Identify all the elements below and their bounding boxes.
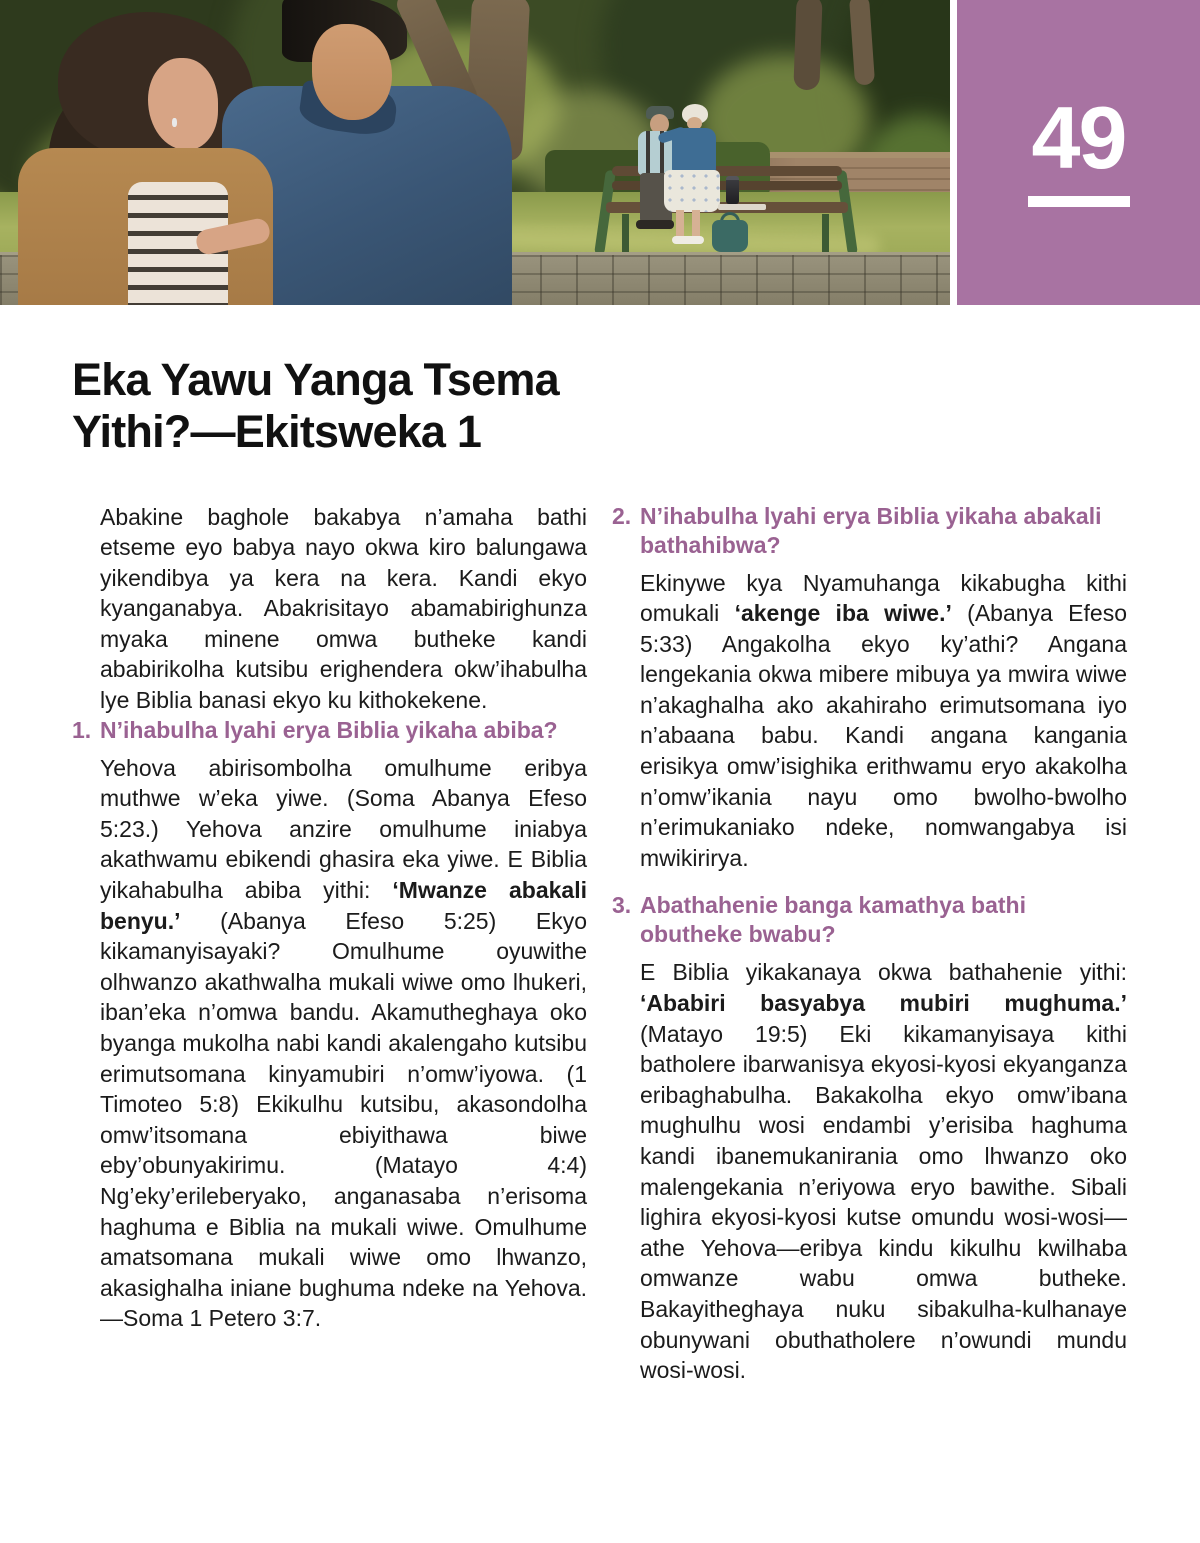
answer-paragraph: Ekinywe kya Nyamuhanga kikabugha kithi omukali ‘akenge iba wiwe.’ (Abanya Efeso 5:33) Angakolha ekyo ky’athi? Angana lengekania okwa mibere mibuya ya mwira wiwe n’akaghalha ako akahiraho erimutsomana iyo n’abaana babu. Kandi angana kangania erisikya omw’isighika erithwamu eryo akakolha n’omw’ikania nayu omo bwolho-bwolho n’erimukaniako ndeke, nomwangabya isi mwikirirya. xyxy=(640,569,1127,871)
elderly-woman-cardigan xyxy=(672,128,716,174)
question-number: 3. xyxy=(612,892,632,919)
question-block-3 xyxy=(612,891,1127,1385)
park-bench-leg xyxy=(822,214,829,256)
page-title-line: Yithi?—Ekitsweka 1 xyxy=(72,405,482,457)
chapter-number-box xyxy=(957,0,1200,305)
elderly-woman-floral-skirt xyxy=(664,170,720,212)
question-heading xyxy=(612,502,1127,560)
woman-earring xyxy=(172,118,177,127)
right-column xyxy=(612,502,1127,1386)
bench-cloth xyxy=(718,204,766,210)
elderly-man-shoes xyxy=(636,220,674,229)
question-number: 1. xyxy=(72,716,92,743)
chapter-underline xyxy=(1028,196,1130,207)
question-number: 2. xyxy=(612,502,632,529)
intro-paragraph: Abakine baghole bakabya n’amaha bathi etseme eyo babya nayo okwa kiro balungawa yikendibya ya kera na kera. Kandi ekyo kyanganabya. Abakrisitayo abamabirighunza myaka minene omwa butheke kandi ababirikolha kutsibu erighendera okw’ihabulha lye Biblia banasi ekyo ku kithokekene. xyxy=(100,503,587,714)
picnic-bag xyxy=(712,220,748,252)
park-bench-leg xyxy=(622,214,629,256)
question-text: N’ihabulha lyahi erya Biblia yikaha abiba? xyxy=(100,716,558,743)
question-block-2 xyxy=(612,502,1127,874)
question-heading xyxy=(72,716,587,745)
question-block-1 xyxy=(72,716,587,1334)
elderly-woman-leg xyxy=(676,210,684,238)
tree-trunk xyxy=(793,0,822,90)
left-column xyxy=(72,502,587,1386)
chapter-number: 49 xyxy=(1031,88,1126,188)
thermos xyxy=(726,176,739,204)
two-column-text xyxy=(72,502,1128,1386)
page-header xyxy=(0,0,1200,305)
question-text: Abathahenie banga kamathya bathi obutheke bwabu? xyxy=(640,892,1026,948)
page-title xyxy=(72,354,1128,458)
answer-paragraph: Yehova abirisombolha omulhume eribya muthwe w’eka yiwe. (Soma Abanya Efeso 5:23.) Yehova anzire omulhume iniabya akathwamu ebikendi ghasira eka yiwe. E Biblia yikahabulha abiba yithi: ‘Mwanze abakali benyu.’ (Abanya Efeso 5:25) Ekyo kikamanyisayaki? Omulhume oyuwithe olhwanzo akathwalha mukali wiwe omo lhukeri, iban’eka n’omwa bandu. Akamutheghaya oko byanga mukolha nabi kandi akalengaho kutsibu erimutsomana kinyamubiri n’omw’iyowa. (1 Timoteo 5:8) Ekikulhu kutsibu, akasondolha omw’itsomana ebiyithawa biwe eby’obunyakirimu. (Matayo 4:4) Ng’eky’erileberyako, anganasaba n’erisoma haghuma e Biblia na mukali wiwe. Omulhume amatsomana mukali wiwe omo lhwanzo, akasighalha iniane bughuma ndeke na Yehova.—Soma 1 Petero 3:7. xyxy=(100,754,587,1332)
elderly-woman-shoes xyxy=(672,236,704,244)
question-heading xyxy=(612,891,1127,949)
answer-paragraph: E Biblia yikakanaya okwa bathahenie yithi: ‘Ababiri basyabya mubiri mughuma.’ (Matayo 19:5) Eki kikamanyisaya kithi batholere ibarwanisya ekyosi-kyosi ekyanganza eribaghabulha. Bakakolha ekyo omw’ibana mughulhu wosi endambi y’erisiba haghuma kandi ibanemukanirania omo lhwanzo oko malengekania n’eriyowa eryo bawithe. Sibali lighira ekyosi-kyosi kutse omundu wosi-wosi—athe Yehova—eribya kindu kikulhu kwilhaba omwanze wabu omwa butheke. Bakayitheghaya nuku sibakulha-kulhanaye obunywani obuthatholere n’owundi mundu wosi-wosi. xyxy=(640,959,1127,1384)
header-photo xyxy=(0,0,950,305)
question-text: N’ihabulha lyahi erya Biblia yikaha abakali bathahibwa? xyxy=(640,502,1102,558)
page-title-line: Eka Yawu Yanga Tsema xyxy=(72,354,559,405)
elderly-woman-leg xyxy=(692,210,700,238)
page-content xyxy=(0,354,1200,1386)
